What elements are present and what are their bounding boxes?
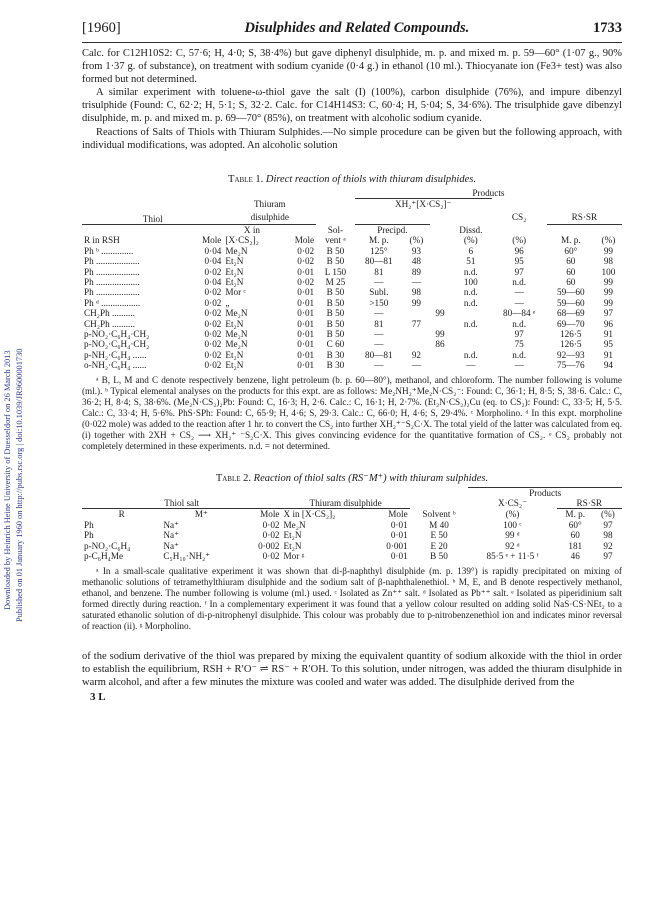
table2-cell: 100 ᶜ xyxy=(503,519,522,530)
table1-cell: 48 xyxy=(411,256,422,267)
table1-cell: Me₂N xyxy=(225,339,248,350)
table1-cell: 0·01 xyxy=(297,318,315,329)
table1-cell: 0·04 xyxy=(204,256,222,267)
page xyxy=(82,20,622,703)
table1-cell: Ph ................... xyxy=(84,277,140,287)
table1-cell xyxy=(430,267,450,277)
paragraph: Calc. for C12H10S2: C, 57·6; H, 4·0; S, 38·4%) but gave diphenyl disulphide, m. p. and mixed m. p. 59—60° (1·07 g., 90% from 1·37 g. of substance), on treatment with sodium cyanide (0·4 g.) in ethanol (10 ml.). Thiocyanate ion (Fe3+ test) was also formed but not determined. xyxy=(82,48,622,86)
running-header xyxy=(82,20,622,40)
table1-xh-head: XH₂⁺[X·CS₂]⁻ xyxy=(355,199,492,210)
table2-cell: 0·01 xyxy=(390,551,408,562)
table1-cell: Me₂N xyxy=(225,245,248,256)
table1-pct4-head: (%) xyxy=(601,235,616,246)
table1-cell: 0·01 xyxy=(297,287,315,298)
table1-cell: — xyxy=(374,360,384,371)
table1-cell: 96 xyxy=(514,245,524,256)
table1-cell: 99 xyxy=(603,297,614,308)
table1-cell: 95 xyxy=(514,256,524,267)
table1-cell: Ph ᵇ .............. xyxy=(84,245,134,256)
table2-thiolsalt-head: Thiol salt xyxy=(164,498,200,509)
table1-row xyxy=(82,256,622,266)
table1-cell xyxy=(430,246,450,256)
table1-cell: 0·02 xyxy=(204,266,222,277)
paragraph: A similar experiment with toluene-ω-thiol gave the salt (I) (100%), carbon disulphide (76%), and impure dibenzyl trisulphide (Found: C, 62·2; H, 5·1; S, 32·2. Calc. for C14H14S3: C, 60·4; H, 5·04; S, 34·6%). The trisulphide gave dibenzyl disulphide, m. p. and mixed m. p. 69—70° (85%), on treatment with alcoholic sodium cyanide. xyxy=(82,87,622,125)
table2-rssr-head: RS·SR xyxy=(576,498,603,509)
table1-cell: 0·02 xyxy=(297,256,315,267)
table1-cell: C 60 xyxy=(326,339,345,350)
table1-cell: 0·02 xyxy=(204,339,222,350)
table1-cell: — xyxy=(514,287,524,298)
table1-rssr-head: RS·SR xyxy=(571,211,598,222)
table1-cell xyxy=(403,329,430,339)
table1-cell: 126·5 xyxy=(560,339,582,350)
table1-cell xyxy=(450,339,492,349)
table1-mole-head: Mole xyxy=(201,235,222,246)
table1-cell xyxy=(430,256,450,266)
table1-cell: — xyxy=(374,308,384,319)
table1-cell: 69—70 xyxy=(557,318,585,329)
table1-cell: — xyxy=(514,297,524,308)
table2-mole-head: Mole xyxy=(241,509,281,520)
table1-cell: 97 xyxy=(514,266,524,277)
table1-cell: 0·01 xyxy=(297,266,315,277)
table1-cell: 60 xyxy=(566,277,576,287)
table1-mp-head: M. p. xyxy=(369,235,389,246)
table2-cell: Mor ᵍ xyxy=(283,551,305,562)
table2-cell: C₅H₁₀·NH₂⁺ xyxy=(163,551,211,562)
table1-row xyxy=(82,329,622,339)
table1-mp2-head: M. p. xyxy=(560,235,581,246)
table2-mp-head: M. p. xyxy=(557,509,594,520)
table1-vent-head: vent ᵃ xyxy=(325,235,346,246)
table2-cell: 97 xyxy=(603,551,613,562)
table1-row xyxy=(82,360,622,370)
table1-cell: 126·5 xyxy=(560,329,582,340)
table2-cell: E 20 xyxy=(430,540,448,551)
table1-cell xyxy=(403,308,430,318)
table1-cell: 92 xyxy=(411,349,422,360)
table1-xin-head: X in xyxy=(223,224,280,235)
table1-cell: 6 xyxy=(468,245,474,256)
table1-xcs2-head: [X·CS₂]₂ xyxy=(225,235,259,246)
table1-cell xyxy=(430,360,450,370)
table2-row xyxy=(82,551,622,561)
table2-m-head: M⁺ xyxy=(161,509,241,520)
table1-rinrsh-head: R in RSH xyxy=(84,235,120,246)
table2-row xyxy=(82,530,622,540)
table1-cell: Ph ................... xyxy=(84,287,140,298)
table1-cell: 94 xyxy=(603,360,614,371)
table2 xyxy=(82,487,622,562)
table2-footnote xyxy=(82,566,622,632)
table1-cell: 0·04 xyxy=(204,277,222,287)
table1-thiol-head: Thiol xyxy=(142,213,163,224)
table1-cell: CH₂Ph .......... xyxy=(84,318,135,329)
table2-cell: 0·002 xyxy=(258,540,280,551)
table1-cell: 86 xyxy=(435,339,445,350)
table1-cell: n.d. xyxy=(512,349,527,360)
download-notice xyxy=(2,170,30,710)
table1-row xyxy=(82,350,622,360)
table1-cell: Et₂N xyxy=(225,277,244,287)
table1-cell: 60 xyxy=(566,266,576,277)
table2-cell: 99 ᵈ xyxy=(505,530,520,541)
table1-cell xyxy=(430,287,450,297)
closing-text xyxy=(82,650,622,689)
table2-products-head: Products xyxy=(468,487,622,498)
table2-number: Table 2. xyxy=(215,472,252,484)
table2-title: Reaction of thiol salts (RS⁻M⁺) with thiuram sulphides. xyxy=(253,472,489,484)
table2-cell: 0·01 xyxy=(390,530,408,541)
table1-cell: B 50 xyxy=(326,245,345,256)
table1-cell: 0·02 xyxy=(204,297,222,308)
table2-cell: Na⁺ xyxy=(163,519,179,530)
table2-row xyxy=(82,520,622,530)
table1-cell xyxy=(430,319,450,329)
table1-caption xyxy=(82,174,622,185)
table1-cell: 99 xyxy=(435,329,445,340)
paragraph: Reactions of Salts of Thiols with Thiuram Sulphides.—No simple procedure can be given but the following approach, with individual modifications, was adopted. An alcoholic solution xyxy=(82,126,622,151)
header-rule xyxy=(82,42,622,43)
table1-cell: n.d. xyxy=(463,287,478,298)
table1-cell: 0·02 xyxy=(297,277,315,287)
table1-cell: — xyxy=(374,277,384,287)
table1-cell: 100 xyxy=(601,266,616,277)
table1-cell: 81 xyxy=(374,318,384,329)
table2-cell: E 50 xyxy=(430,530,448,541)
table2-cell: 46 xyxy=(570,551,580,562)
table1-cell: n.d. xyxy=(512,318,527,329)
table1-cell: 99 xyxy=(411,297,422,308)
table1-cell: B 50 xyxy=(326,318,345,329)
table2-xin-head: X in [X·CS₂]₂ xyxy=(282,509,370,520)
table1-cell: M 25 xyxy=(325,277,346,287)
table2-cell: 92 ᵈ xyxy=(505,540,520,551)
table2-cell: B 50 xyxy=(430,551,448,562)
table2-cell: 0·02 xyxy=(262,530,280,541)
table1-cell: n.d. xyxy=(463,297,478,308)
table1-cell: 96 xyxy=(603,318,614,329)
table1-cell: n.d. xyxy=(512,277,527,287)
table1-cell: Et₂N xyxy=(225,266,244,277)
table1-cell: o-NH₂·C₆H₄ ...... xyxy=(84,360,147,371)
table1-pct-head: (%) xyxy=(409,235,424,246)
table1-cell: Et₂N xyxy=(225,256,244,267)
table2-pct2-head: (%) xyxy=(594,509,622,520)
table1-cell: „ xyxy=(225,297,230,308)
table1-dissd-head: Dissd. xyxy=(459,224,483,235)
table1-row xyxy=(82,319,622,329)
table1-cell: Et₂N xyxy=(225,360,244,371)
table1-cell: 80—81 xyxy=(365,256,393,267)
table1-cell: n.d. xyxy=(463,349,478,360)
table1-row xyxy=(82,287,622,297)
table1-cell: 100 xyxy=(463,277,478,287)
table2-cell: Ph xyxy=(84,519,94,530)
table1-cell: — xyxy=(411,277,422,287)
page-number: 1733 xyxy=(593,20,622,36)
table1-cell: 0·02 xyxy=(204,308,222,319)
table1-footnote xyxy=(82,375,622,452)
table1-cell: 97 xyxy=(603,308,614,319)
table1-cell: 0·01 xyxy=(297,329,315,340)
table1-cell: 93 xyxy=(411,245,422,256)
table1-cell: 0·02 xyxy=(204,360,222,371)
table1-cell: 125° xyxy=(370,245,388,256)
paragraph: of the sodium derivative of the thiol was prepared by mixing the equivalent quantity of sodium alkoxide with the thiol in order to establish the equilibrium, RSH + R′O⁻ ⇌ RS⁻ + R′OH. To this solution, under nitrogen, was added the thiuram disulphide in warm alcohol, and after a few minutes the mixture was cooled and water was added. The disulphide derived from the xyxy=(82,650,622,688)
table2-pct-head: (%) xyxy=(505,509,520,520)
table1-cell: 99 xyxy=(435,308,445,319)
table2-caption xyxy=(82,472,622,484)
table1-cell: 91 xyxy=(603,329,614,340)
table1-cell: B 50 xyxy=(326,256,345,267)
table2-cell: Na⁺ xyxy=(163,540,179,551)
table1-cell: 0·02 xyxy=(204,349,222,360)
table1-cell xyxy=(450,308,492,318)
table1-cell: p-NO₂·C₆H₄·CH₂ xyxy=(84,329,150,340)
table2-cell: 60° xyxy=(568,519,582,530)
table1-cell: B 30 xyxy=(326,349,345,360)
table1-disulphide-head: disulphide xyxy=(250,211,289,222)
footnote-text: ᵃ B, L, M and C denote respectively benzene, light petroleum (b. p. 60—80°), methanol, and chloroform. The number following is volume (ml.). ᵇ Typical elemental analyses on the products for this expt. are as follows: Me₂NH₂⁺Me₂N·CS₂⁻: Found: C, 36·1; H, 8·5; S, 38·6. Calc.: C, 36·2; H, 8·4; S, 38·6%. (Me₂N·CS₂)₂Pb: Found: C, 16·3; H, 2·6. Calc.: C, 16·1; H, 2·7%. (Et₂N·CS₂)₂Cu (eq. to CS₂): Found: C, 33·5; H, 5·5. Calc.: C, 33·4; H, 5·6%. PhS·SPh: Found: C, 65·9; H, 4·6; S, 29·3. Calc.: C, 66·0; H, 4·6; S, 29·4%. ᶜ Morpholino. ᵈ In this expt. morpholine (0·022 mole) was added to the reaction after 1 hr. to convert the CS₂ into further XH₂⁺⁻S₂C·X. The total yield of the latter was calculated from eq. (i) together with 2XH + CS₂ ⟶ XH₂⁺ ⁻S₂C·X. This gives convincing evidence for the quantitative formation of CS₂. ᵉ CS₂ probably not completely determined in these experiments. n.d. = not determined. xyxy=(82,374,622,451)
table1-cell: 80—84 ᵉ xyxy=(503,308,536,319)
table1-cell: 77 xyxy=(411,318,422,329)
table1-cell: B 50 xyxy=(326,297,345,308)
footnote-text: ᵃ In a small-scale qualitative experiment it was shown that di-β-naphthyl disulphide (m. p. 139°) is rapidly precipitated on mixing of methanolic solutions of tetramethylthiuram disulphide and the sodium salt of β-naphthalenethiol. ᵇ M, E, and B denote respectively methanol, ethanol, and benzene. The number following is volume (ml.) used. ᶜ Isolated as Zn⁺⁺ salt. ᵈ Isolated as Pb⁺⁺ salt. ᵉ Isolated as piperidinium salt formed directly during reaction. ᶠ In a complementary experiment it was found that a yellow colour resulted on adding solid NaS·CS·NEt₂ to a saturated ethanolic solution of di-p-nitrophenyl disulphide. This colour was probably due to p-nitrobenzenethiol ion and indicates minor reversal of reaction (ii). ᵍ Morpholino. xyxy=(82,565,622,631)
table1-cs2-head: CS₂ xyxy=(511,211,527,222)
table2-cell: 0·02 xyxy=(262,519,280,530)
table1-cell: 68—69 xyxy=(557,308,585,319)
download-line: Downloaded by Heinrich Heine University of Duesseldorf on 26 March 2013 xyxy=(3,350,12,610)
table1-cell: B 50 xyxy=(326,287,345,298)
table2-cell: 98 xyxy=(603,530,613,541)
table1-cell: 60° xyxy=(564,245,578,256)
table2-cell: Et₂N xyxy=(283,540,302,551)
table1-cell: Subl. xyxy=(369,287,389,298)
table1-cell xyxy=(450,329,492,339)
table2-cell: p-C₆H₄Me xyxy=(84,551,124,562)
table1-cell: p-NH₂·C₆H₄ ...... xyxy=(84,349,147,360)
table1-cell: 97 xyxy=(514,329,524,340)
table1-cell: 75 xyxy=(514,339,524,350)
table1-cell: 60 xyxy=(566,256,576,267)
table1-cell xyxy=(403,339,430,349)
table1-cell: 75—76 xyxy=(557,360,585,371)
table1-cell: 0·02 xyxy=(204,287,222,298)
table1-pct2-head: (%) xyxy=(463,235,478,246)
table1-cell: 98 xyxy=(603,256,614,267)
table1-cell xyxy=(430,350,450,360)
table2-thiuram-head: Thiuram disulphide xyxy=(309,498,382,509)
table1-cell: p-NO₂·C₆H₄·CH₂ xyxy=(84,339,150,350)
table1-cell: Ph ᵈ ................. xyxy=(84,297,141,308)
table1-cell: Ph ................... xyxy=(84,256,140,267)
table2-r-head: R xyxy=(82,509,161,520)
table2-cell: 0·02 xyxy=(262,551,280,562)
table2-cell: 92 xyxy=(603,540,613,551)
table1-cell: 99 xyxy=(603,277,614,287)
table2-cell: Et₂N xyxy=(283,530,302,541)
table2-cell: 0·01 xyxy=(390,519,408,530)
table1-cell: 59—60 xyxy=(557,287,585,298)
table1-cell: Et₂N xyxy=(225,318,244,329)
table2-row xyxy=(82,541,622,551)
running-title: Disulphides and Related Compounds. xyxy=(244,20,470,36)
table2-cell: 181 xyxy=(568,540,583,551)
table1-cell: 0·01 xyxy=(297,339,315,350)
table1-cell: Et₂N xyxy=(225,349,244,360)
table1-cell: >150 xyxy=(369,297,389,308)
table1-cell: 89 xyxy=(411,266,422,277)
table1-cell: — xyxy=(514,360,524,371)
table1-row xyxy=(82,308,622,318)
table1-cell: 95 xyxy=(603,339,614,350)
table1-cell: 91 xyxy=(603,349,614,360)
table1 xyxy=(82,188,622,371)
table1-cell: 51 xyxy=(466,256,476,267)
table1-cell: n.d. xyxy=(463,318,478,329)
table1-cell: B 30 xyxy=(326,360,345,371)
table2-cell: Ph xyxy=(84,530,94,541)
table1-cell: — xyxy=(411,360,422,371)
table1-row xyxy=(82,267,622,277)
table1-cell: Me₂N xyxy=(225,308,248,319)
intro-text xyxy=(82,47,622,152)
table1-cell: n.d. xyxy=(463,266,478,277)
table1-title: Direct reaction of thiols with thiuram disulphides. xyxy=(265,173,476,185)
table1-cell: 0·02 xyxy=(204,329,222,340)
table2-cell: 97 xyxy=(603,519,613,530)
table2-cell: 0·001 xyxy=(386,540,408,551)
table2-cell: 85·5 ᵉ + 11·5 ᶠ xyxy=(486,551,539,562)
table1-cell xyxy=(430,298,450,308)
table1-cell: 80—81 xyxy=(365,349,393,360)
table2-body xyxy=(82,520,622,562)
table1-thiuram-head: Thiuram xyxy=(253,198,286,209)
table1-cell: — xyxy=(374,339,384,350)
table1-cell: 99 xyxy=(603,287,614,298)
table2-cell: Me₂N xyxy=(283,519,306,530)
table1-cell: Ph ................... xyxy=(84,266,140,277)
table1-cell: 99 xyxy=(603,245,614,256)
table1-body xyxy=(82,246,622,371)
table1-cell: B 50 xyxy=(326,329,345,340)
table1-number: Table 1. xyxy=(228,173,264,185)
table1-cell: 81 xyxy=(374,266,384,277)
table1-cell: 0·01 xyxy=(297,349,315,360)
table1-row xyxy=(82,298,622,308)
table2-cell: M 40 xyxy=(429,519,449,530)
table1-cell: 59—60 xyxy=(557,297,585,308)
table2-cell: Na⁺ xyxy=(163,530,179,541)
table1-cell: L 150 xyxy=(324,266,347,277)
table1-products-head: Products xyxy=(472,187,505,198)
table1-cell: — xyxy=(374,329,384,340)
table1-cell: Me₂N xyxy=(225,329,248,340)
table1-row xyxy=(82,339,622,349)
year: [1960] xyxy=(82,20,121,36)
signature-mark: 3 L xyxy=(90,690,106,703)
table1-cell: 0·01 xyxy=(297,297,315,308)
table1-cell: 0·02 xyxy=(204,318,222,329)
table1-cell: 0·04 xyxy=(204,245,222,256)
doi-line: Published on 01 January 1960 on http://pubs.rsc.org | doi:10.1039/JR9600001730 xyxy=(15,348,24,622)
table1-pct3-head: (%) xyxy=(512,235,527,246)
table1-cell xyxy=(430,277,450,287)
table1-cell: 0·01 xyxy=(297,360,315,371)
table2-cell: 60 xyxy=(570,530,580,541)
table1-precipd-head: Precipd. xyxy=(355,224,430,235)
table2-cell: p-NO₂·C₆H₄ xyxy=(84,540,131,551)
table2-solvent-head: Solvent ᵇ xyxy=(422,509,456,520)
table1-cell: B 50 xyxy=(326,308,345,319)
table1-cell: 92—93 xyxy=(557,349,585,360)
table1-cell: 0·01 xyxy=(297,308,315,319)
table1-cell: — xyxy=(466,360,476,371)
table1-row xyxy=(82,246,622,256)
table1-cell: 0·02 xyxy=(297,245,315,256)
table2-xcs2-head: X·CS₂⁻ xyxy=(497,498,527,509)
table1-mole2-head: Mole xyxy=(294,235,315,246)
table1-cell: CH₂Ph .......... xyxy=(84,308,135,319)
table1-cell: Mor ᶜ xyxy=(225,287,246,298)
table2-mole2-head: Mole xyxy=(370,509,410,520)
table1-sol-head: Sol- xyxy=(327,224,344,235)
table1-cell: 98 xyxy=(411,287,422,298)
table1-row xyxy=(82,277,622,287)
